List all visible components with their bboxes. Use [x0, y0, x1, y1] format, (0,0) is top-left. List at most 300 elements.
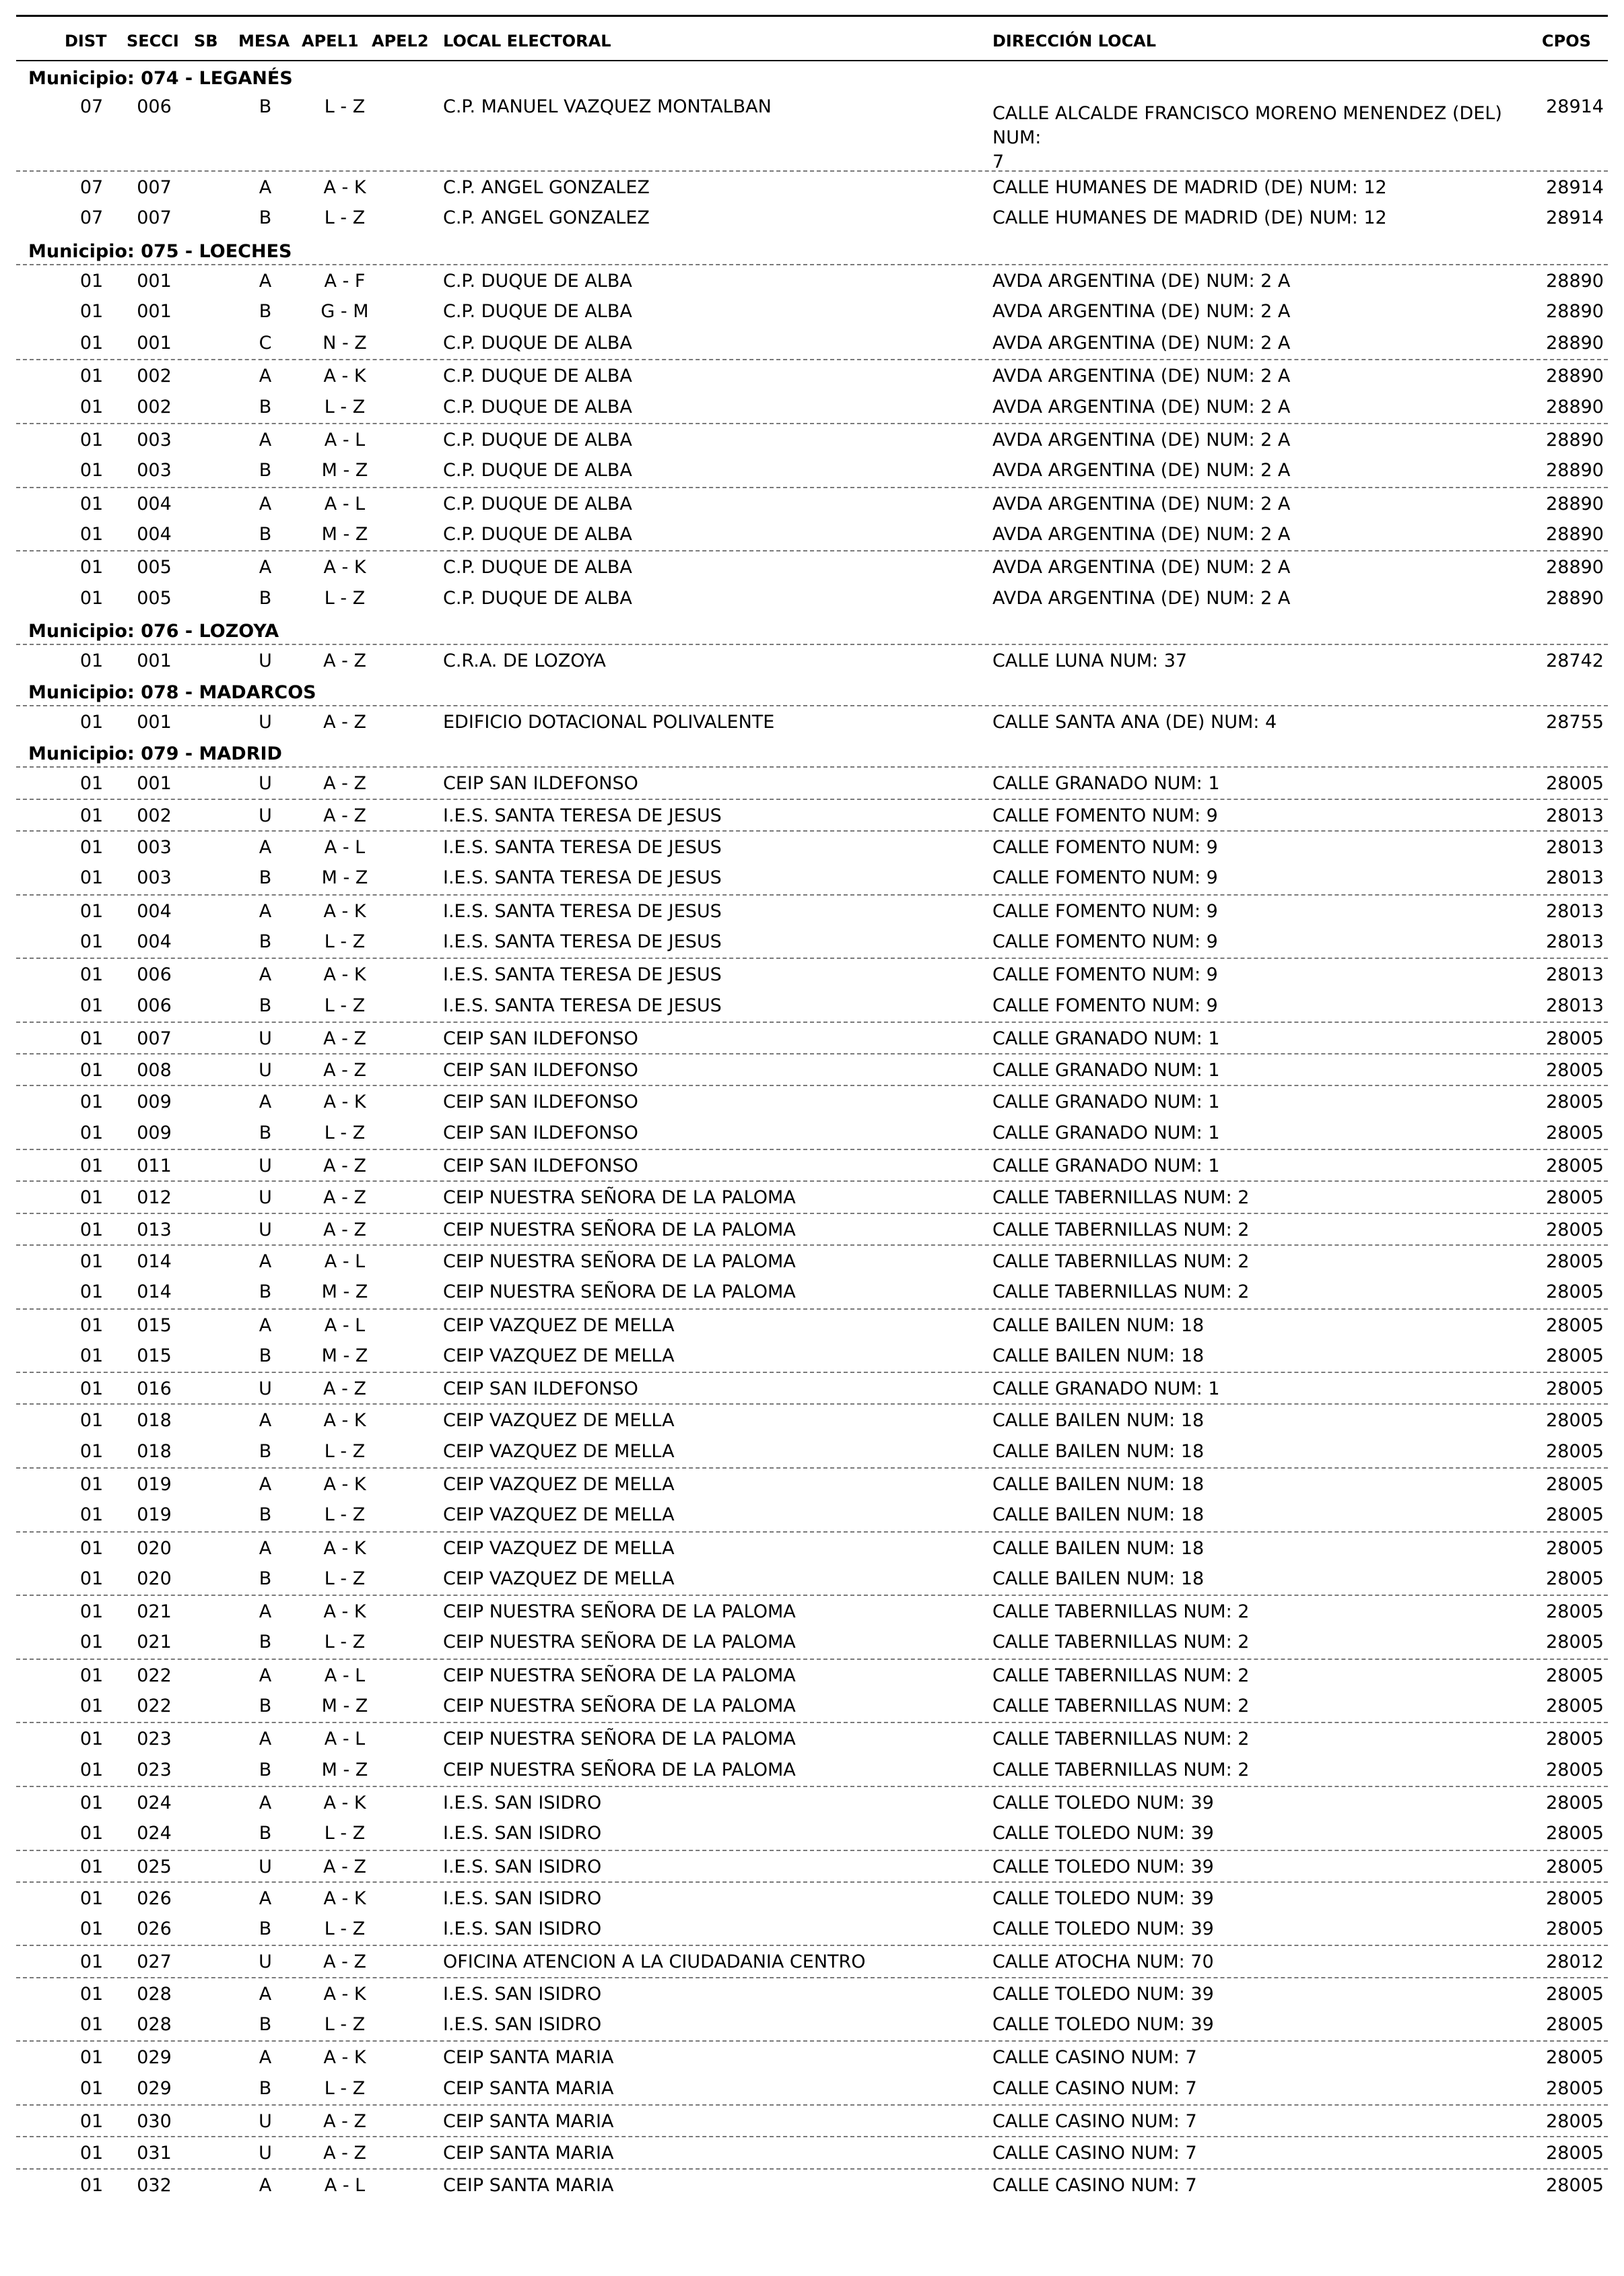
cell-secci: 024	[137, 1792, 172, 1813]
cell-sb: U	[259, 1187, 272, 1209]
cell-sb: B	[259, 587, 272, 609]
table-row	[16, 2009, 1608, 2040]
cell-dist: 01	[79, 1156, 104, 1177]
cell-dist: 01	[79, 1473, 104, 1495]
cell-sb: A	[259, 177, 272, 198]
cell-dist: 01	[79, 2014, 104, 2036]
cell-dir: AVDA ARGENTINA (DE) NUM: 2 A	[992, 523, 1291, 545]
cell-cpos: 28013	[1546, 900, 1604, 922]
cell-local: I.E.S. SANTA TERESA DE JESUS	[443, 837, 722, 859]
cell-secci: 002	[137, 396, 172, 417]
cell-cpos: 28005	[1546, 1410, 1604, 1432]
cell-cpos: 28005	[1546, 1632, 1604, 1653]
cell-secci: 004	[137, 493, 172, 514]
table-row	[16, 1817, 1608, 1849]
cell-local: CEIP VAZQUEZ DE MELLA	[443, 1568, 675, 1589]
cell-secci: 009	[137, 1092, 172, 1113]
cell-sb: B	[259, 995, 272, 1016]
cell-local: C.P. DUQUE DE ALBA	[443, 270, 632, 292]
cell-secci: 009	[137, 1122, 172, 1143]
cell-secci: 029	[137, 2047, 172, 2069]
cell-cpos: 28005	[1546, 1060, 1604, 1081]
cell-local: CEIP SANTA MARIA	[443, 2174, 614, 2196]
cell-sb: U	[259, 650, 272, 671]
cell-local: CEIP NUESTRA SEÑORA DE LA PALOMA	[443, 1601, 796, 1623]
cell-cpos: 28013	[1546, 995, 1604, 1016]
table-row	[16, 958, 1608, 989]
cell-secci: 028	[137, 2014, 172, 2036]
cell-dir: CALLE CASINO NUM: 7	[992, 2174, 1197, 2196]
cell-local: CEIP NUESTRA SEÑORA DE LA PALOMA	[443, 1187, 796, 1209]
table-row	[16, 296, 1608, 327]
table-row	[16, 1053, 1608, 1085]
cell-cpos: 28890	[1546, 270, 1604, 292]
cell-sb: U	[259, 1219, 272, 1240]
cell-dir: CALLE TOLEDO NUM: 39	[992, 1856, 1214, 1877]
municipio-heading	[16, 675, 1608, 705]
cell-cpos: 28013	[1546, 805, 1604, 826]
cell-dist: 01	[79, 1060, 104, 1081]
cell-secci: 001	[137, 773, 172, 795]
cell-secci: 023	[137, 1759, 172, 1780]
cell-cpos: 28005	[1546, 1156, 1604, 1177]
cell-cpos: 28914	[1546, 207, 1604, 229]
cell-sb: B	[259, 1918, 272, 1940]
cell-local: I.E.S. SANTA TERESA DE JESUS	[443, 867, 722, 889]
cell-dir: CALLE GRANADO NUM: 1	[992, 1028, 1220, 1049]
cell-mesa: A - K	[323, 177, 366, 198]
cell-local: C.P. DUQUE DE ALBA	[443, 430, 632, 451]
cell-dir: AVDA ARGENTINA (DE) NUM: 2 A	[992, 493, 1291, 514]
cell-dir: CALLE TABERNILLAS NUM: 2	[992, 1187, 1250, 1209]
cell-dist: 07	[79, 177, 104, 198]
cell-secci: 006	[137, 964, 172, 986]
cell-local: CEIP NUESTRA SEÑORA DE LA PALOMA	[443, 1759, 796, 1780]
cell-dir: AVDA ARGENTINA (DE) NUM: 2 A	[992, 557, 1291, 578]
cell-local: I.E.S. SANTA TERESA DE JESUS	[443, 995, 722, 1016]
cell-secci: 003	[137, 867, 172, 889]
cell-cpos: 28005	[1546, 1504, 1604, 1526]
cell-mesa: A - Z	[323, 2143, 366, 2164]
cell-local: I.E.S. SANTA TERESA DE JESUS	[443, 805, 722, 826]
cell-dist: 01	[79, 2047, 104, 2069]
cell-mesa: L - Z	[324, 1568, 366, 1589]
cell-sb: A	[259, 1250, 272, 1272]
cell-sb: A	[259, 557, 272, 578]
municipio-heading	[16, 614, 1608, 644]
cell-cpos: 28890	[1546, 430, 1604, 451]
cell-secci: 020	[137, 1537, 172, 1559]
cell-secci: 007	[137, 207, 172, 229]
table-row	[16, 1499, 1608, 1531]
cell-local: C.P. DUQUE DE ALBA	[443, 396, 632, 417]
cell-mesa: L - Z	[324, 2077, 366, 2099]
cell-local: CEIP SANTA MARIA	[443, 2143, 614, 2164]
cell-sb: U	[259, 1060, 272, 1081]
cell-dir: CALLE FOMENTO NUM: 9	[992, 867, 1218, 889]
table-row	[16, 1626, 1608, 1658]
header-local: LOCAL ELECTORAL	[443, 32, 611, 51]
cell-mesa: A - K	[323, 2047, 366, 2069]
cell-dir: CALLE FOMENTO NUM: 9	[992, 837, 1218, 859]
cell-dir: AVDA ARGENTINA (DE) NUM: 2 A	[992, 460, 1291, 481]
cell-cpos: 28005	[1546, 1601, 1604, 1623]
cell-mesa: L - Z	[324, 1632, 366, 1653]
cell-secci: 014	[137, 1250, 172, 1272]
cell-cpos: 28005	[1546, 1918, 1604, 1940]
cell-dir: CALLE ATOCHA NUM: 70	[992, 1951, 1214, 1973]
cell-local: I.E.S. SAN ISIDRO	[443, 1983, 602, 2005]
table-row	[16, 202, 1608, 234]
cell-mesa: A - F	[324, 270, 366, 292]
table-row	[16, 1117, 1608, 1149]
table-row	[16, 830, 1608, 862]
cell-dir: CALLE FOMENTO NUM: 9	[992, 931, 1218, 952]
municipio-title: Municipio: 079 - MADRID	[28, 743, 282, 765]
cell-local: CEIP VAZQUEZ DE MELLA	[443, 1440, 675, 1462]
cell-local: CEIP SAN ILDEFONSO	[443, 773, 638, 795]
table-row	[16, 264, 1608, 296]
cell-local: OFICINA ATENCION A LA CIUDADANIA CENTRO	[443, 1951, 866, 1973]
cell-dist: 01	[79, 1568, 104, 1589]
cell-local: CEIP SAN ILDEFONSO	[443, 1122, 638, 1143]
cell-cpos: 28013	[1546, 964, 1604, 986]
cell-mesa: L - Z	[324, 1918, 366, 1940]
cell-local: C.P. DUQUE DE ALBA	[443, 460, 632, 481]
cell-sb: B	[259, 207, 272, 229]
table-row	[16, 644, 1608, 675]
cell-dist: 01	[79, 995, 104, 1016]
cell-dir: CALLE BAILEN NUM: 18	[992, 1504, 1205, 1526]
cell-dist: 01	[79, 1504, 104, 1526]
cell-dist: 01	[79, 1122, 104, 1143]
cell-cpos: 28005	[1546, 2077, 1604, 2099]
cell-secci: 001	[137, 712, 172, 733]
cell-secci: 021	[137, 1601, 172, 1623]
cell-dir: CALLE CASINO NUM: 7	[992, 2077, 1197, 2099]
cell-dir: CALLE BAILEN NUM: 18	[992, 1568, 1205, 1589]
header-apel2: APEL2	[372, 32, 429, 51]
cell-sb: A	[259, 1314, 272, 1336]
cell-mesa: A - Z	[323, 1060, 366, 1081]
cell-dist: 01	[79, 1378, 104, 1400]
cell-cpos: 28005	[1546, 1983, 1604, 2005]
cell-secci: 001	[137, 650, 172, 671]
table-row	[16, 1913, 1608, 1945]
cell-local: C.P. DUQUE DE ALBA	[443, 557, 632, 578]
cell-sb: B	[259, 1632, 272, 1653]
cell-dir: CALLE BAILEN NUM: 18	[992, 1473, 1205, 1495]
cell-secci: 031	[137, 2143, 172, 2164]
cell-cpos: 28742	[1546, 650, 1604, 671]
cell-local: CEIP SANTA MARIA	[443, 2110, 614, 2132]
cell-mesa: A - K	[323, 1601, 366, 1623]
cell-sb: A	[259, 837, 272, 859]
cell-dist: 01	[79, 2174, 104, 2196]
cell-dist: 01	[79, 460, 104, 481]
cell-sb: B	[259, 1122, 272, 1143]
cell-local: CEIP VAZQUEZ DE MELLA	[443, 1314, 675, 1336]
cell-dir: AVDA ARGENTINA (DE) NUM: 2 A	[992, 333, 1291, 354]
cell-secci: 024	[137, 1823, 172, 1844]
cell-dir: CALLE HUMANES DE MADRID (DE) NUM: 12	[992, 207, 1387, 229]
cell-mesa: A - Z	[323, 712, 366, 733]
cell-mesa: M - Z	[321, 867, 368, 889]
cell-mesa: A - K	[323, 900, 366, 922]
cell-cpos: 28914	[1546, 177, 1604, 198]
cell-secci: 007	[137, 1028, 172, 1049]
cell-secci: 019	[137, 1504, 172, 1526]
cell-mesa: A - L	[324, 493, 366, 514]
cell-dir: AVDA ARGENTINA (DE) NUM: 2 A	[992, 300, 1291, 322]
cell-cpos: 28890	[1546, 587, 1604, 609]
cell-dir: AVDA ARGENTINA (DE) NUM: 2 A	[992, 270, 1291, 292]
municipio-heading	[16, 234, 1608, 264]
cell-dist: 01	[79, 2143, 104, 2164]
cell-dir: CALLE FOMENTO NUM: 9	[992, 900, 1218, 922]
table-row	[16, 1213, 1608, 1244]
cell-local: I.E.S. SAN ISIDRO	[443, 1792, 602, 1813]
cell-secci: 013	[137, 1219, 172, 1240]
cell-cpos: 28005	[1546, 1122, 1604, 1143]
cell-dist: 01	[79, 1856, 104, 1877]
cell-local: C.P. ANGEL GONZALEZ	[443, 177, 650, 198]
cell-mesa: A - L	[324, 1729, 366, 1750]
cell-cpos: 28890	[1546, 300, 1604, 322]
cell-dist: 01	[79, 523, 104, 545]
cell-sb: B	[259, 1696, 272, 1717]
cell-dir: AVDA ARGENTINA (DE) NUM: 2 A	[992, 430, 1291, 451]
cell-dist: 01	[79, 1632, 104, 1653]
header-cpos: CPOS	[1542, 32, 1591, 51]
cell-cpos: 28013	[1546, 867, 1604, 889]
cell-sb: B	[259, 523, 272, 545]
cell-mesa: L - Z	[324, 1440, 366, 1462]
cell-cpos: 28005	[1546, 1759, 1604, 1780]
cell-cpos: 28005	[1546, 2110, 1604, 2132]
cell-secci: 008	[137, 1060, 172, 1081]
cell-local: CEIP NUESTRA SEÑORA DE LA PALOMA	[443, 1696, 796, 1717]
cell-mesa: A - K	[323, 366, 366, 387]
cell-local: CEIP NUESTRA SEÑORA DE LA PALOMA	[443, 1729, 796, 1750]
cell-sb: A	[259, 366, 272, 387]
cell-mesa: A - K	[323, 1887, 366, 1909]
table-row	[16, 2073, 1608, 2104]
cell-dist: 01	[79, 837, 104, 859]
table-row	[16, 1595, 1608, 1626]
cell-dir: CALLE FOMENTO NUM: 9	[992, 964, 1218, 986]
cell-mesa: A - Z	[323, 2110, 366, 2132]
cell-dir: CALLE CASINO NUM: 7	[992, 2110, 1197, 2132]
cell-cpos: 28005	[1546, 2047, 1604, 2069]
cell-dist: 01	[79, 1440, 104, 1462]
cell-sb: U	[259, 1028, 272, 1049]
cell-secci: 030	[137, 2110, 172, 2132]
cell-dist: 01	[79, 650, 104, 671]
table-row	[16, 1754, 1608, 1786]
table-row	[16, 2136, 1608, 2168]
municipio-heading	[16, 61, 1608, 91]
cell-secci: 004	[137, 931, 172, 952]
table-row	[16, 1372, 1608, 1403]
cell-dir: AVDA ARGENTINA (DE) NUM: 2 A	[992, 366, 1291, 387]
cell-cpos: 28005	[1546, 1250, 1604, 1272]
cell-local: C.P. ANGEL GONZALEZ	[443, 207, 650, 229]
cell-mesa: L - Z	[324, 1504, 366, 1526]
cell-sb: A	[259, 1729, 272, 1750]
cell-dist: 01	[79, 1823, 104, 1844]
cell-local: CEIP NUESTRA SEÑORA DE LA PALOMA	[443, 1281, 796, 1303]
table-row	[16, 894, 1608, 926]
cell-dir: CALLE TOLEDO NUM: 39	[992, 1823, 1214, 1844]
cell-local: I.E.S. SAN ISIDRO	[443, 1856, 602, 1877]
cell-dist: 01	[79, 1250, 104, 1272]
cell-sb: B	[259, 1568, 272, 1589]
cell-local: CEIP SAN ILDEFONSO	[443, 1060, 638, 1081]
municipio-title: Municipio: 075 - LOECHES	[28, 240, 292, 262]
cell-dist: 01	[79, 333, 104, 354]
cell-mesa: A - Z	[323, 650, 366, 671]
cell-mesa: A - L	[324, 837, 366, 859]
cell-cpos: 28890	[1546, 493, 1604, 514]
table-row	[16, 582, 1608, 614]
cell-dist: 01	[79, 587, 104, 609]
cell-sb: B	[259, 867, 272, 889]
cell-dist: 01	[79, 1314, 104, 1336]
cell-secci: 004	[137, 900, 172, 922]
cell-mesa: A - Z	[323, 1187, 366, 1209]
cell-dir: CALLE FOMENTO NUM: 9	[992, 805, 1218, 826]
cell-mesa: L - Z	[324, 931, 366, 952]
cell-dir: CALLE TOLEDO NUM: 39	[992, 1792, 1214, 1813]
cell-cpos: 28005	[1546, 1378, 1604, 1400]
cell-secci: 022	[137, 1696, 172, 1717]
cell-secci: 023	[137, 1729, 172, 1750]
cell-cpos: 28005	[1546, 1345, 1604, 1366]
cell-sb: B	[259, 96, 272, 117]
cell-dist: 01	[79, 1759, 104, 1780]
cell-local: CEIP SAN ILDEFONSO	[443, 1156, 638, 1177]
cell-sb: A	[259, 2174, 272, 2196]
cell-secci: 021	[137, 1632, 172, 1653]
header-sb: SB	[194, 32, 218, 51]
table-row	[16, 91, 1608, 170]
table-row	[16, 1180, 1608, 1212]
cell-secci: 016	[137, 1378, 172, 1400]
cell-dir: CALLE TABERNILLAS NUM: 2	[992, 1632, 1250, 1653]
table-row	[16, 518, 1608, 550]
table-row	[16, 1467, 1608, 1499]
cell-cpos: 28005	[1546, 1440, 1604, 1462]
cell-dist: 01	[79, 396, 104, 417]
municipio-heading	[16, 737, 1608, 766]
cell-local: C.P. DUQUE DE ALBA	[443, 366, 632, 387]
cell-dist: 01	[79, 773, 104, 795]
cell-mesa: N - Z	[323, 333, 367, 354]
cell-dist: 01	[79, 1792, 104, 1813]
cell-secci: 025	[137, 1856, 172, 1877]
cell-secci: 001	[137, 270, 172, 292]
cell-mesa: A - Z	[323, 805, 366, 826]
cell-dist: 01	[79, 493, 104, 514]
table-row	[16, 766, 1608, 798]
cell-dir: CALLE GRANADO NUM: 1	[992, 1156, 1220, 1177]
cell-secci: 014	[137, 1281, 172, 1303]
cell-sb: A	[259, 1473, 272, 1495]
cell-mesa: L - Z	[324, 1823, 366, 1844]
cell-mesa: A - L	[324, 1665, 366, 1686]
cell-secci: 003	[137, 460, 172, 481]
cell-dist: 01	[79, 1696, 104, 1717]
cell-dir: CALLE GRANADO NUM: 1	[992, 1060, 1220, 1081]
cell-dir: CALLE TOLEDO NUM: 39	[992, 1918, 1214, 1940]
cell-sb: U	[259, 1156, 272, 1177]
cell-cpos: 28005	[1546, 1823, 1604, 1844]
cell-sb: A	[259, 1983, 272, 2005]
cell-mesa: A - K	[323, 557, 366, 578]
cell-mesa: A - Z	[323, 1028, 366, 1049]
table-row	[16, 1276, 1608, 1308]
cell-dist: 01	[79, 931, 104, 952]
cell-mesa: A - K	[323, 964, 366, 986]
cell-dist: 01	[79, 270, 104, 292]
cell-dir: CALLE GRANADO NUM: 1	[992, 1378, 1220, 1400]
cell-local: EDIFICIO DOTACIONAL POLIVALENTE	[443, 712, 775, 733]
cell-local: C.P. DUQUE DE ALBA	[443, 300, 632, 322]
cell-mesa: A - L	[324, 1314, 366, 1336]
cell-secci: 006	[137, 96, 172, 117]
cell-mesa: A - Z	[323, 773, 366, 795]
cell-dist: 01	[79, 366, 104, 387]
cell-cpos: 28005	[1546, 1856, 1604, 1877]
cell-dir: CALLE GRANADO NUM: 1	[992, 773, 1220, 795]
table-row	[16, 455, 1608, 486]
cell-sb: B	[259, 460, 272, 481]
cell-secci: 027	[137, 1951, 172, 1973]
cell-mesa: L - Z	[324, 396, 366, 417]
header-dir: DIRECCIÓN LOCAL	[992, 32, 1157, 51]
cell-dir: CALLE TABERNILLAS NUM: 2	[992, 1759, 1250, 1780]
table-row	[16, 1690, 1608, 1722]
cell-cpos: 28013	[1546, 931, 1604, 952]
cell-dist: 01	[79, 1729, 104, 1750]
cell-dist: 01	[79, 1951, 104, 1973]
cell-cpos: 28890	[1546, 366, 1604, 387]
cell-local: CEIP NUESTRA SEÑORA DE LA PALOMA	[443, 1250, 796, 1272]
cell-dist: 01	[79, 964, 104, 986]
cell-dir: CALLE TABERNILLAS NUM: 2	[992, 1281, 1250, 1303]
cell-mesa: M - Z	[321, 1759, 368, 1780]
table-row	[16, 1531, 1608, 1563]
cell-sb: B	[259, 1281, 272, 1303]
table-row	[16, 799, 1608, 830]
municipio-title: Municipio: 078 - MADARCOS	[28, 682, 316, 704]
cell-cpos: 28005	[1546, 1537, 1604, 1559]
cell-dist: 01	[79, 1092, 104, 1113]
cell-local: CEIP SAN ILDEFONSO	[443, 1092, 638, 1113]
cell-local: C.P. DUQUE DE ALBA	[443, 493, 632, 514]
cell-dir: CALLE TABERNILLAS NUM: 2	[992, 1250, 1250, 1272]
cell-sb: U	[259, 712, 272, 733]
table-row	[16, 423, 1608, 455]
cell-secci: 019	[137, 1473, 172, 1495]
cell-sb: B	[259, 1504, 272, 1526]
cell-dist: 01	[79, 2077, 104, 2099]
cell-sb: B	[259, 300, 272, 322]
cell-sb: U	[259, 1951, 272, 1973]
table-header	[16, 17, 1608, 61]
cell-sb: A	[259, 493, 272, 514]
